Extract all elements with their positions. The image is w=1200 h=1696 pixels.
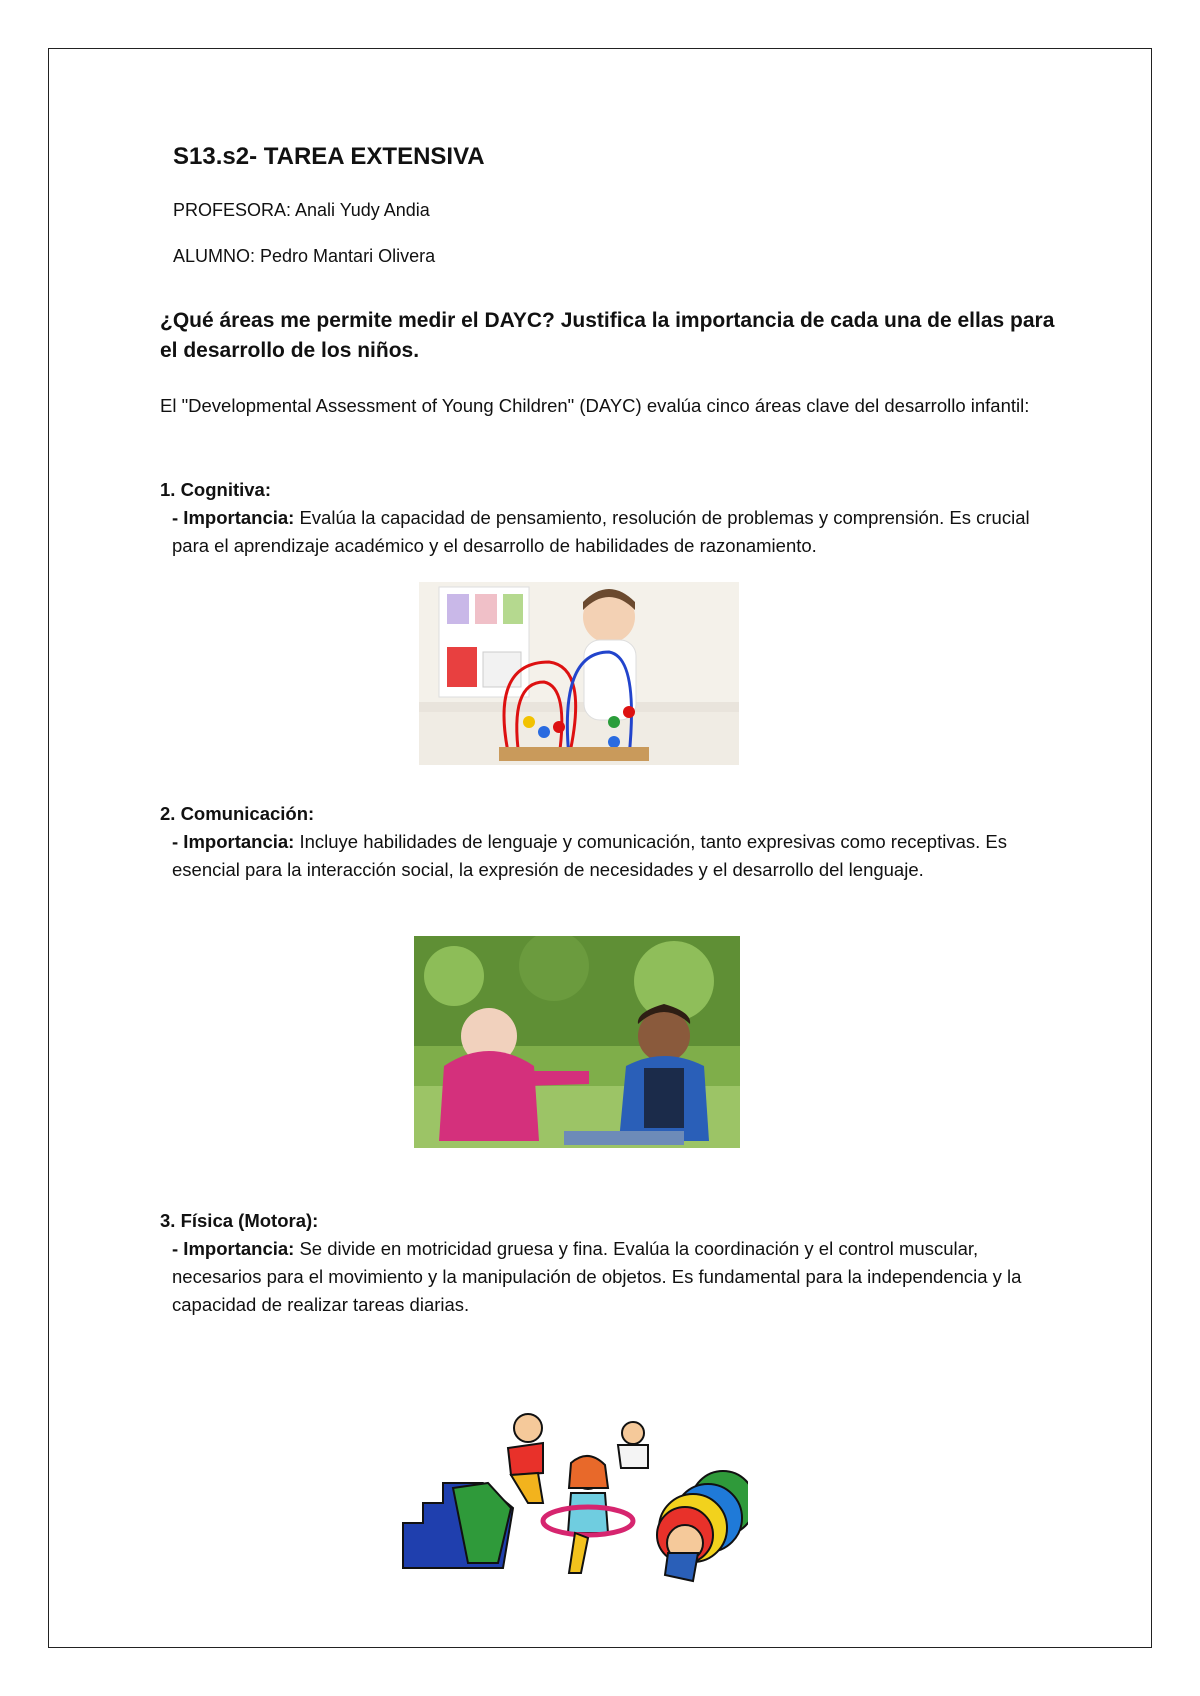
section-heading: 2. Comunicación:	[160, 803, 315, 824]
photo-baby-bead-maze	[419, 582, 739, 765]
section-fisica	[160, 1207, 1060, 1319]
importance-label: - Importancia:	[172, 507, 295, 528]
section-heading: 1. Cognitiva:	[160, 479, 272, 500]
section-comunicacion	[160, 800, 1060, 884]
teacher-line: PROFESORA: Anali Yudy Andia	[173, 200, 430, 220]
section-text: Se divide en motricidad gruesa y fina. Evalúa la coordinación y el control muscular, necesarios para el movimiento y la manipulación de objetos. Es fundamental para la independencia y la capacidad de realizar tareas diarias.	[172, 1238, 1022, 1315]
importance-label: - Importancia:	[172, 831, 295, 852]
intro-paragraph: El "Developmental Assessment of Young Children" (DAYC) evalúa cinco áreas clave del desarrollo infantil:	[160, 395, 1030, 416]
photo-two-toddlers	[414, 936, 740, 1148]
student-line: ALUMNO: Pedro Mantari Olivera	[173, 246, 436, 266]
section-text: Evalúa la capacidad de pensamiento, resolución de problemas y comprensión. Es crucial para el aprendizaje académico y el desarrollo de habilidades de razonamiento.	[172, 507, 1030, 556]
document-title: S13.s2- TAREA EXTENSIVA	[173, 143, 485, 170]
importance-label: - Importancia:	[172, 1238, 295, 1259]
section-heading: 3. Física (Motora):	[160, 1210, 319, 1231]
section-text: Incluye habilidades de lenguaje y comunicación, tanto expresivas como receptivas. Es esencial para la interacción social, la expresión de necesidades y el desarrollo del lenguaje.	[172, 831, 1007, 880]
illustration-kids-playing	[393, 1403, 748, 1595]
section-cognitiva	[160, 476, 1060, 560]
question-heading: ¿Qué áreas me permite medir el DAYC? Justifica la importancia de cada una de ellas para el desarrollo de los niños.	[160, 309, 1055, 362]
